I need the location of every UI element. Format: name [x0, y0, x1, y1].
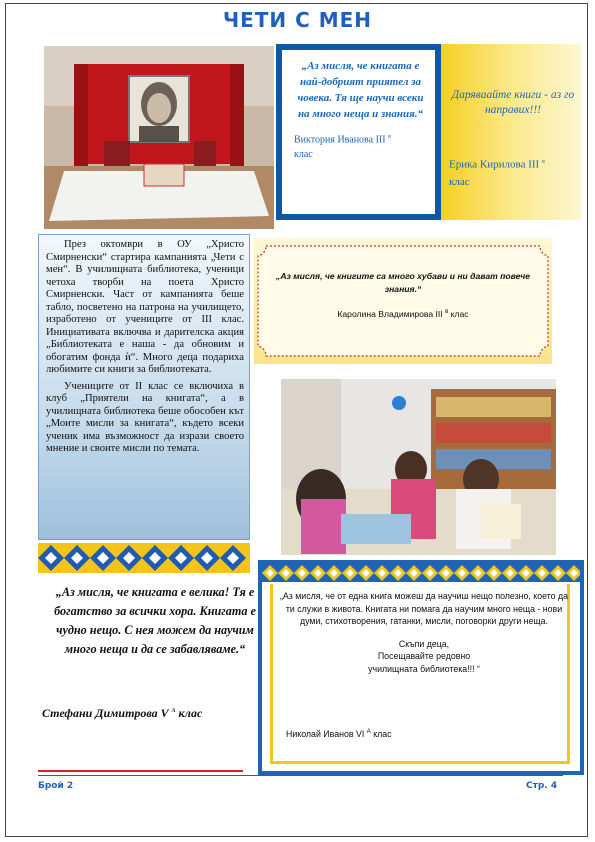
quote-content	[270, 270, 536, 321]
issue-number: Брой 2	[38, 781, 74, 791]
footer-divider-blue	[38, 775, 563, 776]
quote-text: „Аз мисля, че книгите са много хубави и ни дават повече знания.“	[276, 271, 530, 294]
quote-line: училищната библиотека!!! “	[368, 663, 480, 674]
quote-author: Ерика Кирилова III $^в$ клас	[449, 158, 545, 188]
quote-box-scallop	[252, 236, 554, 366]
photo-children-reading	[281, 379, 556, 555]
quote-bottom-left: „Аз мисля, че книгата е велика! Тя е богатство за всички хора. Книгата е чудно нещо. С нея можем да научим много неща и да се забавляваме.“	[54, 585, 256, 656]
quote-author: Каролина Владимирова III $^в$ клас	[337, 308, 469, 319]
footer-divider-red	[38, 770, 243, 772]
page-number: Стр. 4	[526, 781, 558, 791]
page-title: ЧЕТИ С МЕН	[222, 8, 373, 32]
quote-author: Виктория Иванова III $^в$ клас	[294, 134, 391, 161]
article-paragraph: Учениците от II клас се включиха в клуб „Приятели на книгата“, а в училищната библиотека беше обособен кът „Моите мисли за книгата“, където всеки ученик има възможност да изрази своето мнение и своите мисли по темата.	[46, 380, 244, 454]
quote-author: Николай Иванов VI $^А$ клас	[286, 729, 392, 739]
quote-content	[276, 590, 572, 675]
photo-display-table	[44, 46, 274, 229]
quote-box-yellow	[441, 44, 581, 220]
quote-text: „Аз мисля, че от една книга можеш да научиш нещо полезно, което да ти служи в живота. Книгата ни помага да научим много неща - нови думи, стихотворения, гатанки, мисли, поговорки други неща.	[279, 591, 569, 626]
quote-author: Стефани Димитрова V $^А$ клас	[42, 706, 203, 720]
article-text	[38, 234, 250, 540]
article-paragraph: През октомври в ОУ „Христо Смирненски“ стартира кампанията „Чети с мен“. В училищната библиотека, ученици четоха творби на поета Христо Смирненски. Част от кампанията беше табло, посветено на патрона на училището, изработено от учениците от III клас. Инициативата включва и дарителска акция „Библиотеката е наша - да обновим и обогатим фонда ѝ“. Много деца подариха любимите си книги за библиотеката.	[46, 239, 244, 375]
quote-line: Посещавайте редовно	[377, 651, 471, 661]
decorative-band	[262, 564, 580, 582]
decorative-band	[38, 543, 250, 573]
quote-box-blue	[276, 44, 441, 220]
quote-line: Скъпи деца,	[398, 638, 450, 649]
quote-box-bottom-right	[258, 560, 584, 775]
quote-text: „Аз мисля, че книгата е най-добрият приятел за човека. Тя ще научи всеки на много неща и знания.“	[297, 60, 424, 120]
quote-text: Даряваайте книги - аз го направих!!!	[451, 89, 575, 116]
